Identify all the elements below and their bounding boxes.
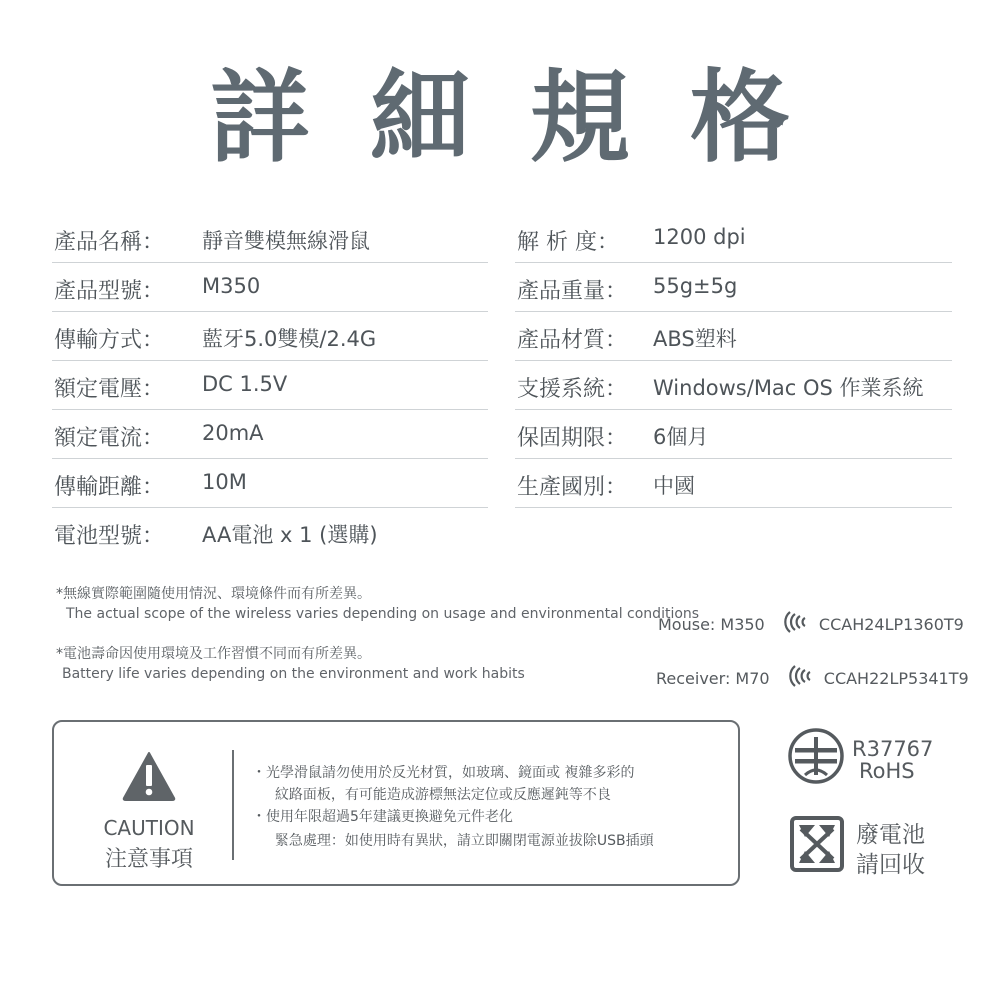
spec-label: 傳輸距離： — [54, 475, 165, 500]
spec-row — [515, 313, 952, 361]
spec-label: 傳輸方式： — [54, 328, 165, 353]
bsmi-mark-icon — [787, 727, 845, 789]
caution-line: ・使用年限超過5年建議更換避免元件老化 — [252, 809, 513, 825]
spec-row — [515, 215, 952, 263]
spec-row — [52, 411, 488, 459]
caution-line: 緊急處理：如使用時有異狀，請立即關閉電源並拔除USB插頭 — [266, 833, 654, 849]
spec-label: 支援系統： — [517, 377, 628, 402]
spec-row — [52, 362, 488, 410]
spec-value: 20mA — [202, 421, 264, 445]
spec-value: DC 1.5V — [202, 372, 288, 396]
spec-value: 10M — [202, 470, 247, 494]
ncc-wireless-icon — [783, 663, 815, 693]
spec-label: 產品名稱： — [54, 230, 165, 255]
spec-label: 解 析 度： — [517, 230, 619, 255]
warning-triangle-icon — [121, 750, 177, 806]
spec-table-left — [52, 215, 488, 557]
spec-label: 額定電流： — [54, 426, 165, 451]
caution-divider — [232, 750, 234, 860]
spec-value: ABS塑料 — [653, 327, 737, 351]
spec-row — [515, 411, 952, 459]
rohs-label: RoHS — [859, 759, 915, 783]
spec-row — [52, 509, 488, 556]
bsmi-code: R37767 — [852, 737, 934, 761]
spec-label: 保固期限： — [517, 426, 628, 451]
spec-value: 55g±5g — [653, 274, 738, 298]
battery-note-zh: *電池壽命因使用環境及工作習慣不同而有所差異。 — [56, 646, 371, 662]
spec-row — [52, 215, 488, 263]
spec-label: 生產國別： — [517, 475, 628, 500]
spec-value: AA電池 x 1 (選購) — [202, 523, 378, 547]
cert-receiver — [656, 663, 969, 693]
caution-line: 紋路面板，有可能造成游標無法定位或反應遲鈍等不良 — [266, 787, 611, 803]
cert-label: Receiver: M70 — [656, 668, 770, 688]
spec-row — [515, 264, 952, 312]
cert-mouse — [658, 609, 964, 639]
range-note-en: The actual scope of the wireless varies depending on usage and environmental conditions — [66, 606, 700, 622]
ncc-wireless-icon — [778, 609, 810, 639]
spec-value: 中國 — [653, 474, 695, 498]
cert-code: CCAH22LP5341T9 — [823, 668, 969, 688]
spec-value: 藍牙5.0雙模/2.4G — [202, 327, 377, 351]
spec-label: 額定電壓： — [54, 377, 165, 402]
spec-label: 產品重量： — [517, 279, 628, 304]
spec-label: 產品材質： — [517, 328, 628, 353]
spec-value: 6個月 — [653, 425, 709, 449]
recycle-text-line1: 廢電池 — [856, 822, 925, 848]
recycle-icon — [789, 815, 845, 877]
spec-table-right — [515, 215, 952, 509]
caution-box — [52, 720, 740, 886]
battery-note-en: Battery life varies depending on the environment and work habits — [62, 666, 525, 682]
recycle-text-line2: 請回收 — [856, 852, 925, 878]
spec-value: M350 — [202, 274, 261, 298]
spec-label: 電池型號： — [54, 524, 165, 549]
cert-label: Mouse: M350 — [658, 614, 765, 634]
spec-value: Windows/Mac OS 作業系統 — [653, 376, 924, 400]
spec-row — [515, 362, 952, 410]
spec-value: 靜音雙模無線滑鼠 — [202, 229, 370, 253]
caution-title-en: CAUTION — [103, 816, 195, 840]
spec-label: 產品型號： — [54, 279, 165, 304]
page-title: 詳細規格 — [210, 59, 850, 176]
range-note-zh: *無線實際範圍隨使用情況、環境條件而有所差異。 — [56, 586, 371, 602]
spec-row — [515, 460, 952, 508]
spec-row — [52, 264, 488, 312]
cert-code: CCAH24LP1360T9 — [818, 614, 964, 634]
caution-title-zh: 注意事項 — [104, 847, 193, 872]
spec-row — [52, 313, 488, 361]
caution-line: ・光學滑鼠請勿使用於反光材質，如玻璃、鏡面或 複雜多彩的 — [252, 765, 635, 781]
spec-row — [52, 460, 488, 508]
spec-value: 1200 dpi — [653, 225, 746, 249]
